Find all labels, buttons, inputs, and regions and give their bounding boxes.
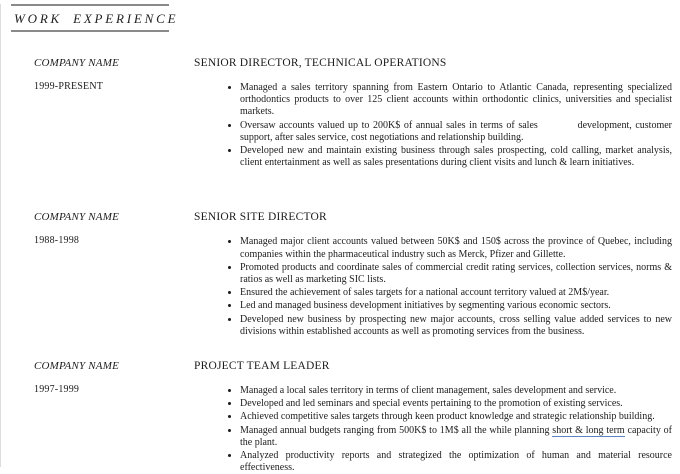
bullet-text-pre: Managed annual budgets ranging from 500K$ to 1M$ all the while planning [240,424,553,436]
bullet-item: • Promoted products and coordinate sales of commercial credit rating services, collection services, norms & ratios as well as marketing SIC lists. [240,261,672,286]
entry-left-column [34,359,194,474]
bullet-item: • Developed and led seminars and special events pertaining to the promotion of existing services. [240,397,672,410]
date-range: 1997-1999 [34,384,80,396]
bullet-item: • Ensured the achievement of sales targets for a national account territory valued at 2M$/year. [240,286,672,299]
bullet-item: • Managed a local sales territory in terms of client management, sales development and service. [240,384,672,397]
entry-left-column [34,210,194,338]
header-bottom-rule [11,30,169,32]
bullet-item: • Developed new and maintain existing business through sales prospecting, cold calling, market analysis, client entertainment as well as sales presentations during client visits and lunch & learn initiatives. [240,144,672,169]
section-title: WORK EXPERIENCE [14,11,179,26]
entry-left-column [34,56,194,169]
bullet-item: • Oversaw accounts valued up to 200K$ of annual sales in terms of sales development, customer support, after sales service, cost negotiations and relationship building. [240,119,672,144]
underlined-phrase-link[interactable]: short & long term [552,424,625,436]
bullet-item: • Achieved competitive sales targets through keen product knowledge and strategic relationship building. [240,410,672,423]
experience-entry [34,56,672,169]
bullet-item [240,424,672,449]
entry-right-column [194,56,672,169]
bullet-item: • Led and managed business development initiatives by segmenting various economic sectors. [240,299,672,312]
date-range: 1999-PRESENT [34,81,104,92]
bullet-item: • Analyzed productivity reports and strategized the optimization of human and material resource effectiveness. [240,449,672,474]
company-name: COMPANY NAME [34,211,120,224]
bullet-item: • Developed new business by prospecting new major accounts, cross selling value added services to new divisions within established accounts as well as promoting services from the business. [240,313,672,338]
company-name: COMPANY NAME [34,360,120,373]
date-range: 1988-1998 [34,235,80,247]
resume-page [0,4,680,474]
job-title: PROJECT TEAM LEADER [194,360,330,373]
bullet-list [194,81,672,169]
experience-entry [34,210,672,338]
bullet-list [194,384,672,474]
entry-right-column [194,359,672,474]
job-title: SENIOR DIRECTOR, TECHNICAL OPERATIONS [194,57,447,69]
job-title: SENIOR SITE DIRECTOR [194,211,327,224]
experience-entry [34,359,672,474]
bullet-list [194,235,672,338]
entry-right-column [194,210,672,338]
work-experience-header [11,4,179,32]
bullet-item: • Managed major client accounts valued between 50K$ and 150$ across the province of Quebec, including companies within the pharmaceutical industry such as Merck, Pfizer and Gillette. [240,235,672,260]
bullet-text-post: capacity of the plant. [240,424,672,448]
company-name: COMPANY NAME [34,57,120,69]
bullet-item: • Managed a sales territory spanning from Eastern Ontario to Atlantic Canada, representing specialized orthodontics products to over 125 client accounts within orthodontic clinics, universities and specialist markets. [240,81,672,119]
